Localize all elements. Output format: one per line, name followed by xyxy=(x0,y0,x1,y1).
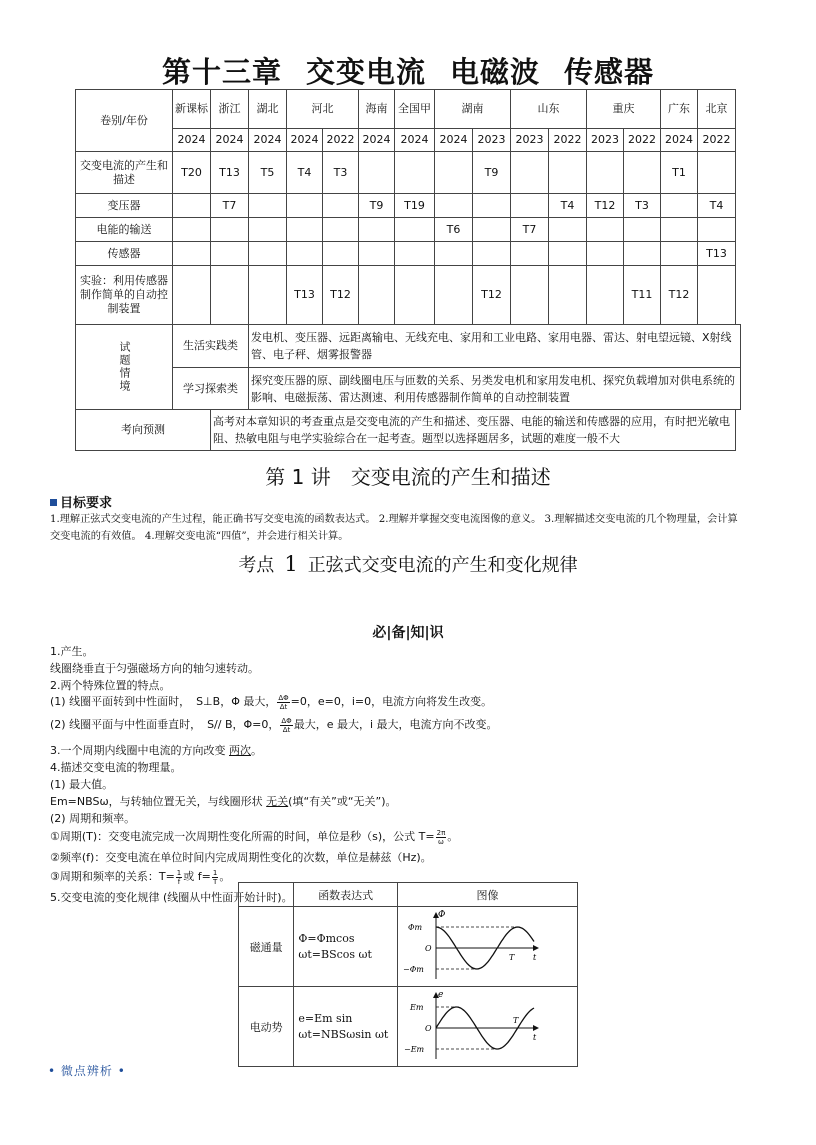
period-label: T xyxy=(513,1016,519,1025)
dphi-dt-fraction: $\frac{\Delta\Phi}{\Delta t}$ xyxy=(278,693,289,711)
context-label: 试题情境 xyxy=(118,341,131,393)
forecast-row: 考向预测 高考对本章知识的考查重点是交变电流的产生和描述、变压器、电能的输送和传感器的应用，有时把光敏电阻、热敏电阻与电学实验综合在一起考查。题型以选择题居多，试题的难度一般不大 xyxy=(76,410,741,451)
year-row: 2024 2024 2024 2024 2022 2024 2024 2024 2023 2023 2022 2023 2022 2024 2022 xyxy=(76,129,741,152)
table-row: 传感器 T13 xyxy=(76,242,741,266)
goal-heading: 目标要求 xyxy=(50,492,112,511)
min-label: −Φm xyxy=(403,965,424,974)
origin-label: O xyxy=(425,1024,432,1033)
line-perpendicular-plane: (2) 线圈平面与中性面垂直时， S// B，Φ=0， $\frac{\Delta\Phi}{\Delta t}$ 最大，e 最大，i 最大，电流方向不改变。 xyxy=(50,716,498,734)
table-row: 实验：利用传感器制作简单的自动控制装置 T13 T12 T12 T11 T12 xyxy=(76,266,741,325)
table-row: 变压器 T7 T9 T19 T4 T12 T3 T4 xyxy=(76,194,741,218)
exam-table: 卷别/年份 新课标 浙江 湖北 河北 海南 全国甲 湖南 山东 重庆 广东 北京 2024 2024 2024 2024 2022 2024 2024 2024 2023 2023 2022 2023 2022 2024 2022 交变电流的产生和描述 T20 T13 T5 T4 T3 T9 T1 变压器 T7 T9 T19 T4 T12 T3 T4 电能的输送 T6 T7 传感器 T13 实验：利用传感器制作简单的自动控制装置 T13 T12 T12 T11 T12 试题情境 生活实践类 发电机、变压器、远距离输电、无线充电、家用和工业电路、家用电器、雷达、射电望远镜、X射线管、电子秤、烟雾报警器 学习探索类 探究变压器的原、副线圈电压与匝数的关系、另类发电机和家用发电机、探究负载增加对供电系统的影响、电磁振荡、雷达测速、利用传感器制作简单的自动控制装置 考向预测 高考对本章知识的考查重点是交变电流的产生和描述、变压器、电能的输送和传感器的应用，有时把光敏电阻、热敏电阻与电学实验综合在一起考查。题型以选择题居多，试题的难度一般不大 xyxy=(75,89,741,451)
kaodian-title: 考点 1 正弦式交变电流的产生和变化规律 xyxy=(238,552,578,576)
chapter-title: 第十三章 交变电流 电磁波 传感器 xyxy=(161,55,655,89)
origin-label: O xyxy=(425,944,432,953)
flux-row: 磁通量 Φ=Φmcos ωt=BScos ωt Φ Φm O −Φm T t xyxy=(239,907,578,987)
min-label: −Em xyxy=(404,1045,425,1054)
micro-point-heading: • 微点辨析 • xyxy=(48,1064,126,1078)
context-life-row: 试题情境 生活实践类 发电机、变压器、远距离输电、无线充电、家用和工业电路、家用电器、雷达、射电望远镜、X射线管、电子秤、烟雾报警器 xyxy=(76,325,741,368)
period-fraction: $\frac{2\pi}{\omega}$ xyxy=(436,828,446,846)
max-label: Φm xyxy=(408,923,423,932)
table-row: 交变电流的产生和描述 T20 T13 T5 T4 T3 T9 T1 xyxy=(76,152,741,194)
emf-sin-graph xyxy=(398,987,576,1063)
corner-cell: 卷别/年份 xyxy=(76,90,173,152)
square-bullet-icon xyxy=(50,499,57,506)
context-study-row: 学习探索类 探究变压器的原、副线圈电压与匝数的关系、另类发电机和家用发电机、探究负载增加对供电系统的影响、电磁振荡、雷达测速、利用传感器制作简单的自动控制装置 xyxy=(76,368,741,410)
y-label: Φ xyxy=(438,910,446,920)
goal-text: 1.理解正弦式交变电流的产生过程，能正确书写交变电流的函数表达式。 2.理解并掌握交变电流图像的意义。 3.理解描述交变电流的几个物理量，会计算交变电流的有效值。 4.理解交变电流“四值”，并会进行相关计算。 xyxy=(50,514,738,542)
t-label: t xyxy=(533,1033,537,1042)
emf-row: 电动势 e=Em sin ωt=NBSωsin ωt e Em O −Em T t xyxy=(239,987,578,1067)
table-row: 电能的输送 T6 T7 xyxy=(76,218,741,242)
y-label: e xyxy=(438,990,444,1000)
t-label: t xyxy=(533,953,537,962)
flux-cos-graph xyxy=(398,907,576,983)
line-neutral-plane: (1) 线圈平面转到中性面时， S⊥B，Φ 最大， $\frac{\Delta\Phi}{\Delta t}$ =0，e=0，i=0，电流方向将发生改变。 xyxy=(50,693,493,711)
must-know-heading: 必|备|知|识 xyxy=(372,625,444,641)
lecture-title: 第 1 讲 交变电流的产生和描述 xyxy=(265,465,551,489)
max-label: Em xyxy=(410,1003,424,1012)
variation-law-table: 函数表达式 图像 磁通量 Φ=Φmcos ωt=BScos ωt Φ Φm O −Φm T t 电动势 e=Em sin ωt=NBSωsin ωt e Em O −Em T t xyxy=(238,882,578,1067)
period-label: T xyxy=(509,953,515,962)
